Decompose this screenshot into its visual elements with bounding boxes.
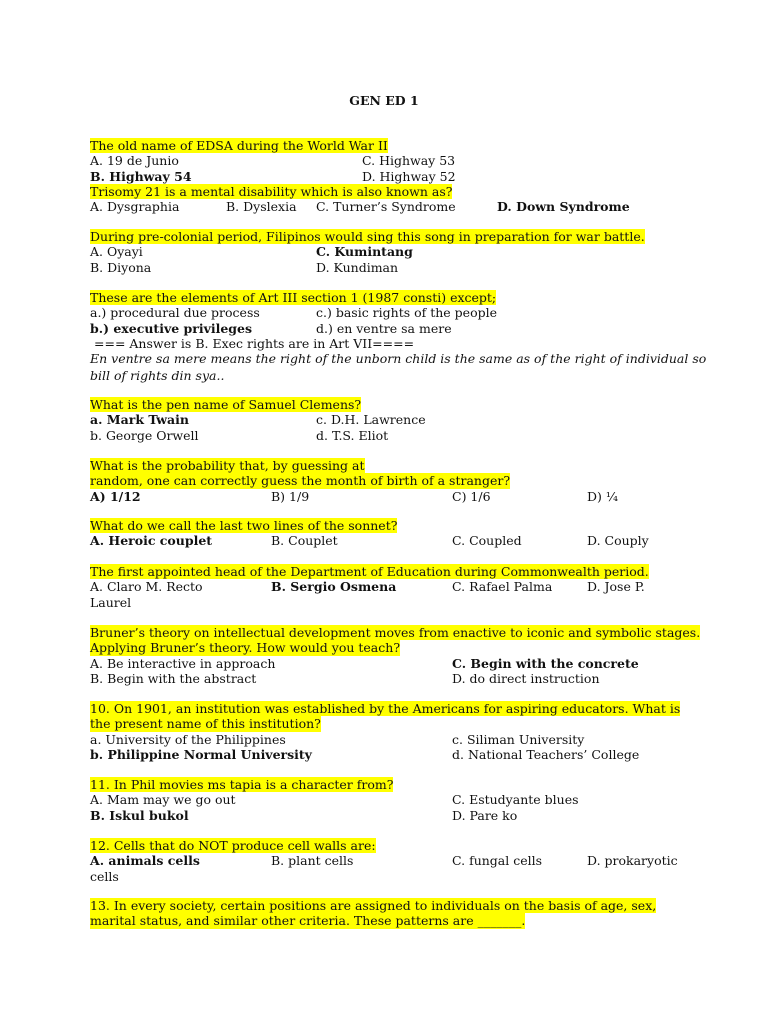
option-c: c. Siliman University — [452, 731, 585, 747]
option-a: A) 1/12 — [90, 488, 141, 504]
option-b: B. Highway 54 — [90, 168, 192, 184]
option-c: C. Begin with the concrete — [452, 655, 639, 671]
option-b: B. Iskul bukol — [90, 807, 189, 823]
option-d: D. Down Syndrome — [497, 199, 630, 215]
option-c: C. Turner’s Syndrome — [316, 199, 456, 215]
option-a: A. Dysgraphia — [90, 199, 180, 215]
option-b: b. George Orwell — [90, 427, 199, 443]
question-text: Trisomy 21 is a mental disability which is also known as? — [90, 183, 453, 199]
option-c: c. D.H. Lawrence — [316, 412, 426, 428]
option-a: a. University of the Philippines — [90, 731, 286, 747]
question-text: The old name of EDSA during the World War II — [90, 138, 388, 153]
question-text: What is the probability that, by guessing at — [90, 458, 365, 473]
question-text: The first appointed head of the Department of Education during Commonwealth period. — [90, 564, 649, 579]
option-b: B. Dyslexia — [226, 199, 297, 215]
question-text: 10. On 1901, an institution was established by the Americans for aspiring educators. What is — [90, 701, 681, 716]
option-d: d. T.S. Eliot — [316, 427, 389, 443]
option-a: A. Claro M. Recto — [90, 579, 203, 595]
answer-note: === Answer is B. Exec rights are in Art VII==== — [94, 335, 415, 351]
question-text: What do we call the last two lines of the sonnet? — [90, 518, 398, 533]
option-c: C. Coupled — [452, 533, 522, 549]
option-b: B. Couplet — [271, 533, 338, 549]
question-block-4 — [90, 290, 707, 384]
question-text: 13. In every society, certain positions are assigned to individuals on the basis of age, sex, — [90, 898, 657, 913]
question-text: 12. Cells that do NOT produce cell walls are: — [90, 838, 376, 853]
option-a: A. Mam may we go out — [90, 792, 236, 808]
question-text: random, one can correctly guess the month of birth of a stranger? — [90, 473, 511, 489]
option-c: C. Highway 53 — [362, 153, 456, 169]
question-block-9 — [90, 625, 701, 686]
question-block-1 — [90, 138, 690, 214]
option-d: D. Highway 52 — [362, 168, 456, 184]
document-title: GEN ED 1 — [349, 93, 419, 108]
option-b: b. Philippine Normal University — [90, 746, 312, 762]
option-a: A. Be interactive in approach — [90, 655, 276, 671]
question-text: marital status, and similar other criteria. These patterns are _______. — [90, 913, 526, 929]
option-d: d.) en ventre sa mere — [316, 320, 452, 336]
question-block-8 — [90, 564, 690, 610]
option-c: C) 1/6 — [452, 488, 491, 504]
question-block-5 — [90, 397, 690, 443]
option-d: D. do direct instruction — [452, 670, 600, 686]
question-block-7 — [90, 518, 690, 549]
option-a: A. 19 de Junio — [90, 153, 179, 169]
question-block-13 — [90, 898, 690, 929]
option-c: C. Kumintang — [316, 244, 413, 260]
option-b: B. Begin with the abstract — [90, 670, 257, 686]
option-d: D) ¼ — [587, 488, 618, 504]
option-a: A. Heroic couplet — [90, 533, 213, 549]
question-text: Bruner’s theory on intellectual development moves from enactive to iconic and symbolic stages. — [90, 625, 701, 640]
option-b: B. Sergio Osmena — [271, 579, 397, 595]
option-d: D. Jose P. — [587, 579, 645, 595]
option-d: D. prokaryotic — [587, 853, 678, 869]
explanation-text: En ventre sa mere means the right of the unborn child is the same as of the right of individual so — [90, 351, 707, 367]
option-a: A. animals cells — [90, 853, 200, 869]
question-text: These are the elements of Art III section 1 (1987 consti) except; — [90, 290, 497, 305]
question-text: 11. In Phil movies ms tapia is a character from? — [90, 777, 394, 792]
option-c: c.) basic rights of the people — [316, 305, 497, 321]
option-c: C. fungal cells — [452, 853, 543, 869]
option-d: d. National Teachers’ College — [452, 746, 640, 762]
option-d: D. Kundiman — [316, 259, 399, 275]
option-b: B) 1/9 — [271, 488, 310, 504]
option-b: b.) executive privileges — [90, 320, 253, 336]
option-a: a.) procedural due process — [90, 305, 260, 321]
question-text: the present name of this institution? — [90, 716, 321, 732]
option-a: a. Mark Twain — [90, 412, 189, 428]
option-b: B. plant cells — [271, 853, 354, 869]
question-text: What is the pen name of Samuel Clemens? — [90, 397, 362, 412]
option-c: C. Estudyante blues — [452, 792, 579, 808]
option-d: D. Couply — [587, 533, 649, 549]
option-d: D. Pare ko — [452, 807, 518, 823]
question-block-11 — [90, 777, 690, 823]
question-block-6 — [90, 458, 690, 504]
question-block-3 — [90, 229, 690, 275]
question-text: Applying Bruner’s theory. How would you teach? — [90, 640, 401, 656]
question-block-12 — [90, 838, 690, 884]
explanation-text: bill of rights din sya.. — [90, 368, 225, 384]
option-b: B. Diyona — [90, 259, 152, 275]
option-a: A. Oyayi — [90, 244, 143, 260]
option-d-continued: Laurel — [90, 594, 132, 610]
question-block-10 — [90, 701, 690, 762]
question-text: During pre-colonial period, Filipinos would sing this song in preparation for war battle. — [90, 229, 645, 244]
option-d-continued: cells — [90, 868, 119, 884]
option-c: C. Rafael Palma — [452, 579, 553, 595]
